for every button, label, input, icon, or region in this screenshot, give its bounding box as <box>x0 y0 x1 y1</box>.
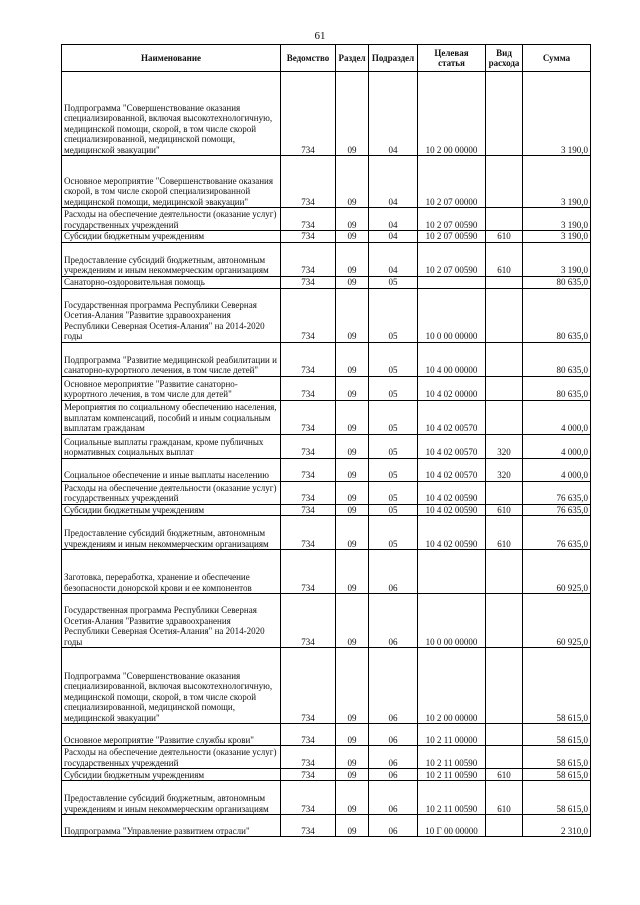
table-row <box>62 276 591 288</box>
cell-name: Мероприятия по социальному обеспечению населения, выплатам компенсаций, пособий и иным социальным выплатам гражданам <box>62 400 281 434</box>
cell-subsection: 04 <box>369 156 418 208</box>
cell-expense-type <box>486 156 523 208</box>
cell-subsection: 05 <box>369 481 418 504</box>
cell-section: 09 <box>336 400 369 434</box>
cell-sum: 2 310,0 <box>523 815 591 837</box>
cell-section: 09 <box>336 276 369 288</box>
cell-name: Предоставление субсидий бюджетным, автономным учреждениям и иным некоммерческим организациям <box>62 516 281 550</box>
cell-name: Социальные выплаты гражданам, кроме публичных нормативных социальных выплат <box>62 434 281 458</box>
cell-expense-type <box>486 815 523 837</box>
cell-name: Санаторно-оздоровительная помощь <box>62 276 281 288</box>
table-row <box>62 400 591 434</box>
cell-expense-type <box>486 208 523 231</box>
cell-department: 734 <box>281 815 336 837</box>
table-row <box>62 781 591 815</box>
cell-name: Подпрограмма "Совершенствование оказания специализированной, включая высокотехнологичную, медицинской помощи, скорой, в том числе скорой специализированной, медицинской помощи, медицинской эвакуации" <box>62 72 281 156</box>
cell-section: 09 <box>336 231 369 243</box>
cell-subsection: 05 <box>369 376 418 400</box>
cell-target-article: 10 4 02 00570 <box>418 434 486 458</box>
cell-section: 09 <box>336 594 369 648</box>
cell-expense-type <box>486 342 523 376</box>
cell-subsection: 06 <box>369 594 418 648</box>
cell-sum: 76 635,0 <box>523 516 591 550</box>
cell-expense-type: 610 <box>486 769 523 781</box>
cell-target-article: 10 0 00 00000 <box>418 288 486 342</box>
cell-department: 734 <box>281 746 336 769</box>
cell-expense-type: 610 <box>486 516 523 550</box>
cell-subsection: 05 <box>369 434 418 458</box>
header-sum: Сумма <box>523 45 591 72</box>
cell-name: Расходы на обеспечение деятельности (оказание услуг) государственных учреждений <box>62 746 281 769</box>
header-target-article: Целевая статья <box>418 45 486 72</box>
cell-expense-type <box>486 724 523 746</box>
table-row <box>62 376 591 400</box>
cell-department: 734 <box>281 781 336 815</box>
page-number: 61 <box>314 30 326 42</box>
cell-target-article: 10 4 02 00570 <box>418 458 486 481</box>
cell-section: 09 <box>336 648 369 724</box>
cell-department: 734 <box>281 276 336 288</box>
cell-expense-type <box>486 648 523 724</box>
cell-section: 09 <box>336 242 369 276</box>
cell-subsection: 06 <box>369 550 418 594</box>
cell-subsection: 06 <box>369 724 418 746</box>
cell-section: 09 <box>336 72 369 156</box>
cell-expense-type: 610 <box>486 231 523 243</box>
cell-expense-type: 610 <box>486 504 523 516</box>
table-row <box>62 746 591 769</box>
cell-target-article: 10 2 11 00590 <box>418 746 486 769</box>
cell-section: 09 <box>336 550 369 594</box>
cell-section: 09 <box>336 781 369 815</box>
cell-target-article: 10 2 07 00590 <box>418 231 486 243</box>
cell-expense-type <box>486 276 523 288</box>
cell-name: Подпрограмма "Развитие медицинской реабилитации и санаторно-курортного лечения, в том числе детей" <box>62 342 281 376</box>
cell-name: Государственная программа Республики Северная Осетия-Алания "Развитие здравоохранения Республики Северная Осетия-Алания" на 2014-2020 годы <box>62 288 281 342</box>
cell-section: 09 <box>336 288 369 342</box>
cell-target-article: 10 2 11 00590 <box>418 781 486 815</box>
cell-sum: 3 190,0 <box>523 72 591 156</box>
cell-section: 09 <box>336 516 369 550</box>
cell-target-article: 10 4 02 00570 <box>418 400 486 434</box>
table-row <box>62 648 591 724</box>
cell-sum: 80 635,0 <box>523 276 591 288</box>
cell-section: 09 <box>336 156 369 208</box>
cell-name: Субсидии бюджетным учреждениям <box>62 504 281 516</box>
cell-expense-type <box>486 481 523 504</box>
cell-subsection: 06 <box>369 781 418 815</box>
table-row <box>62 481 591 504</box>
cell-subsection: 04 <box>369 72 418 156</box>
cell-name: Подпрограмма "Совершенствование оказания специализированной, включая высокотехнологичную, медицинской помощи, скорой, в том числе скорой специализированной, медицинской помощи, медицинской эвакуации" <box>62 648 281 724</box>
cell-subsection: 06 <box>369 815 418 837</box>
cell-subsection: 06 <box>369 746 418 769</box>
cell-section: 09 <box>336 769 369 781</box>
cell-section: 09 <box>336 208 369 231</box>
cell-sum: 58 615,0 <box>523 648 591 724</box>
cell-department: 734 <box>281 504 336 516</box>
cell-name: Основное мероприятие "Развитие санаторно-курортного лечения, в том числе для детей" <box>62 376 281 400</box>
cell-name: Подпрограмма "Управление развитием отрасли" <box>62 815 281 837</box>
cell-name: Предоставление субсидий бюджетным, автономным учреждениям и иным некоммерческим организациям <box>62 781 281 815</box>
cell-sum: 3 190,0 <box>523 231 591 243</box>
cell-target-article: 10 2 00 00000 <box>418 648 486 724</box>
cell-subsection: 05 <box>369 342 418 376</box>
cell-sum: 76 635,0 <box>523 504 591 516</box>
cell-section: 09 <box>336 504 369 516</box>
cell-expense-type: 610 <box>486 242 523 276</box>
cell-sum: 76 635,0 <box>523 481 591 504</box>
cell-section: 09 <box>336 724 369 746</box>
cell-section: 09 <box>336 746 369 769</box>
cell-expense-type <box>486 746 523 769</box>
header-section: Раздел <box>336 45 369 72</box>
cell-section: 09 <box>336 458 369 481</box>
cell-name: Заготовка, переработка, хранение и обеспечение безопасности донорской крови и ее компонентов <box>62 550 281 594</box>
table-row <box>62 156 591 208</box>
cell-department: 734 <box>281 208 336 231</box>
table-row <box>62 242 591 276</box>
cell-expense-type: 320 <box>486 434 523 458</box>
cell-sum: 4 000,0 <box>523 434 591 458</box>
table-row <box>62 769 591 781</box>
cell-expense-type: 610 <box>486 781 523 815</box>
cell-target-article <box>418 276 486 288</box>
cell-subsection: 04 <box>369 242 418 276</box>
cell-department: 734 <box>281 342 336 376</box>
cell-sum: 3 190,0 <box>523 208 591 231</box>
cell-subsection: 05 <box>369 458 418 481</box>
table-row <box>62 458 591 481</box>
cell-target-article: 10 4 02 00590 <box>418 516 486 550</box>
cell-expense-type <box>486 72 523 156</box>
cell-expense-type <box>486 400 523 434</box>
cell-section: 09 <box>336 376 369 400</box>
cell-department: 734 <box>281 594 336 648</box>
cell-target-article <box>418 550 486 594</box>
cell-subsection: 04 <box>369 208 418 231</box>
cell-target-article: 10 2 00 00000 <box>418 72 486 156</box>
table-row <box>62 72 591 156</box>
cell-department: 734 <box>281 550 336 594</box>
cell-target-article: 10 0 00 00000 <box>418 594 486 648</box>
cell-target-article: 10 4 02 00590 <box>418 481 486 504</box>
cell-sum: 3 190,0 <box>523 156 591 208</box>
cell-department: 734 <box>281 288 336 342</box>
cell-name: Основное мероприятие "Развитие службы крови" <box>62 724 281 746</box>
cell-target-article: 10 2 11 00000 <box>418 724 486 746</box>
table-header-row <box>62 45 591 72</box>
cell-sum: 60 925,0 <box>523 594 591 648</box>
cell-department: 734 <box>281 242 336 276</box>
header-department: Ведомство <box>281 45 336 72</box>
cell-department: 734 <box>281 516 336 550</box>
cell-name: Основное мероприятие "Совершенствование оказания скорой, в том числе скорой специализированной медицинской помощи, медицинской эвакуации" <box>62 156 281 208</box>
cell-subsection: 05 <box>369 276 418 288</box>
cell-sum: 58 615,0 <box>523 724 591 746</box>
cell-target-article: 10 2 07 00590 <box>418 242 486 276</box>
cell-sum: 80 635,0 <box>523 376 591 400</box>
table-row <box>62 288 591 342</box>
cell-subsection: 04 <box>369 231 418 243</box>
cell-section: 09 <box>336 815 369 837</box>
cell-sum: 80 635,0 <box>523 288 591 342</box>
cell-expense-type: 320 <box>486 458 523 481</box>
cell-section: 09 <box>336 342 369 376</box>
table-row <box>62 342 591 376</box>
cell-target-article: 10 Г 00 00000 <box>418 815 486 837</box>
cell-section: 09 <box>336 481 369 504</box>
cell-name: Предоставление субсидий бюджетным, автономным учреждениям и иным некоммерческим организациям <box>62 242 281 276</box>
table-row <box>62 516 591 550</box>
cell-section: 09 <box>336 434 369 458</box>
cell-target-article: 10 2 07 00000 <box>418 156 486 208</box>
cell-target-article: 10 2 07 00590 <box>418 208 486 231</box>
cell-subsection: 06 <box>369 769 418 781</box>
cell-department: 734 <box>281 400 336 434</box>
header-name: Наименование <box>62 45 281 72</box>
cell-department: 734 <box>281 724 336 746</box>
cell-name: Расходы на обеспечение деятельности (оказание услуг) государственных учреждений <box>62 208 281 231</box>
cell-sum: 58 615,0 <box>523 746 591 769</box>
table-row <box>62 724 591 746</box>
cell-sum: 58 615,0 <box>523 769 591 781</box>
table-row <box>62 208 591 231</box>
cell-subsection: 05 <box>369 400 418 434</box>
cell-name: Субсидии бюджетным учреждениям <box>62 231 281 243</box>
cell-name: Субсидии бюджетным учреждениям <box>62 769 281 781</box>
cell-target-article: 10 4 00 00000 <box>418 342 486 376</box>
cell-expense-type <box>486 376 523 400</box>
budget-table <box>61 44 591 837</box>
cell-sum: 58 615,0 <box>523 781 591 815</box>
cell-department: 734 <box>281 481 336 504</box>
cell-target-article: 10 2 11 00590 <box>418 769 486 781</box>
cell-target-article: 10 4 02 00590 <box>418 504 486 516</box>
cell-expense-type <box>486 288 523 342</box>
cell-sum: 3 190,0 <box>523 242 591 276</box>
header-expense-type: Вид расхода <box>486 45 523 72</box>
header-subsection: Подраздел <box>369 45 418 72</box>
cell-sum: 4 000,0 <box>523 400 591 434</box>
cell-subsection: 05 <box>369 516 418 550</box>
table-row <box>62 550 591 594</box>
cell-department: 734 <box>281 72 336 156</box>
table-body <box>62 72 591 837</box>
cell-department: 734 <box>281 648 336 724</box>
cell-sum: 80 635,0 <box>523 342 591 376</box>
cell-name: Расходы на обеспечение деятельности (оказание услуг) государственных учреждений <box>62 481 281 504</box>
cell-target-article: 10 4 02 00000 <box>418 376 486 400</box>
table-row <box>62 434 591 458</box>
cell-department: 734 <box>281 769 336 781</box>
table-row <box>62 594 591 648</box>
cell-name: Социальное обеспечение и иные выплаты населению <box>62 458 281 481</box>
cell-subsection: 05 <box>369 288 418 342</box>
table-row <box>62 815 591 837</box>
cell-subsection: 06 <box>369 648 418 724</box>
cell-expense-type <box>486 594 523 648</box>
cell-expense-type <box>486 550 523 594</box>
table-row <box>62 231 591 243</box>
cell-department: 734 <box>281 376 336 400</box>
cell-name: Государственная программа Республики Северная Осетия-Алания "Развитие здравоохранения Республики Северная Осетия-Алания" на 2014-2020 годы <box>62 594 281 648</box>
table-row <box>62 504 591 516</box>
cell-department: 734 <box>281 156 336 208</box>
cell-department: 734 <box>281 458 336 481</box>
cell-sum: 60 925,0 <box>523 550 591 594</box>
cell-department: 734 <box>281 231 336 243</box>
cell-sum: 4 000,0 <box>523 458 591 481</box>
cell-subsection: 05 <box>369 504 418 516</box>
cell-department: 734 <box>281 434 336 458</box>
